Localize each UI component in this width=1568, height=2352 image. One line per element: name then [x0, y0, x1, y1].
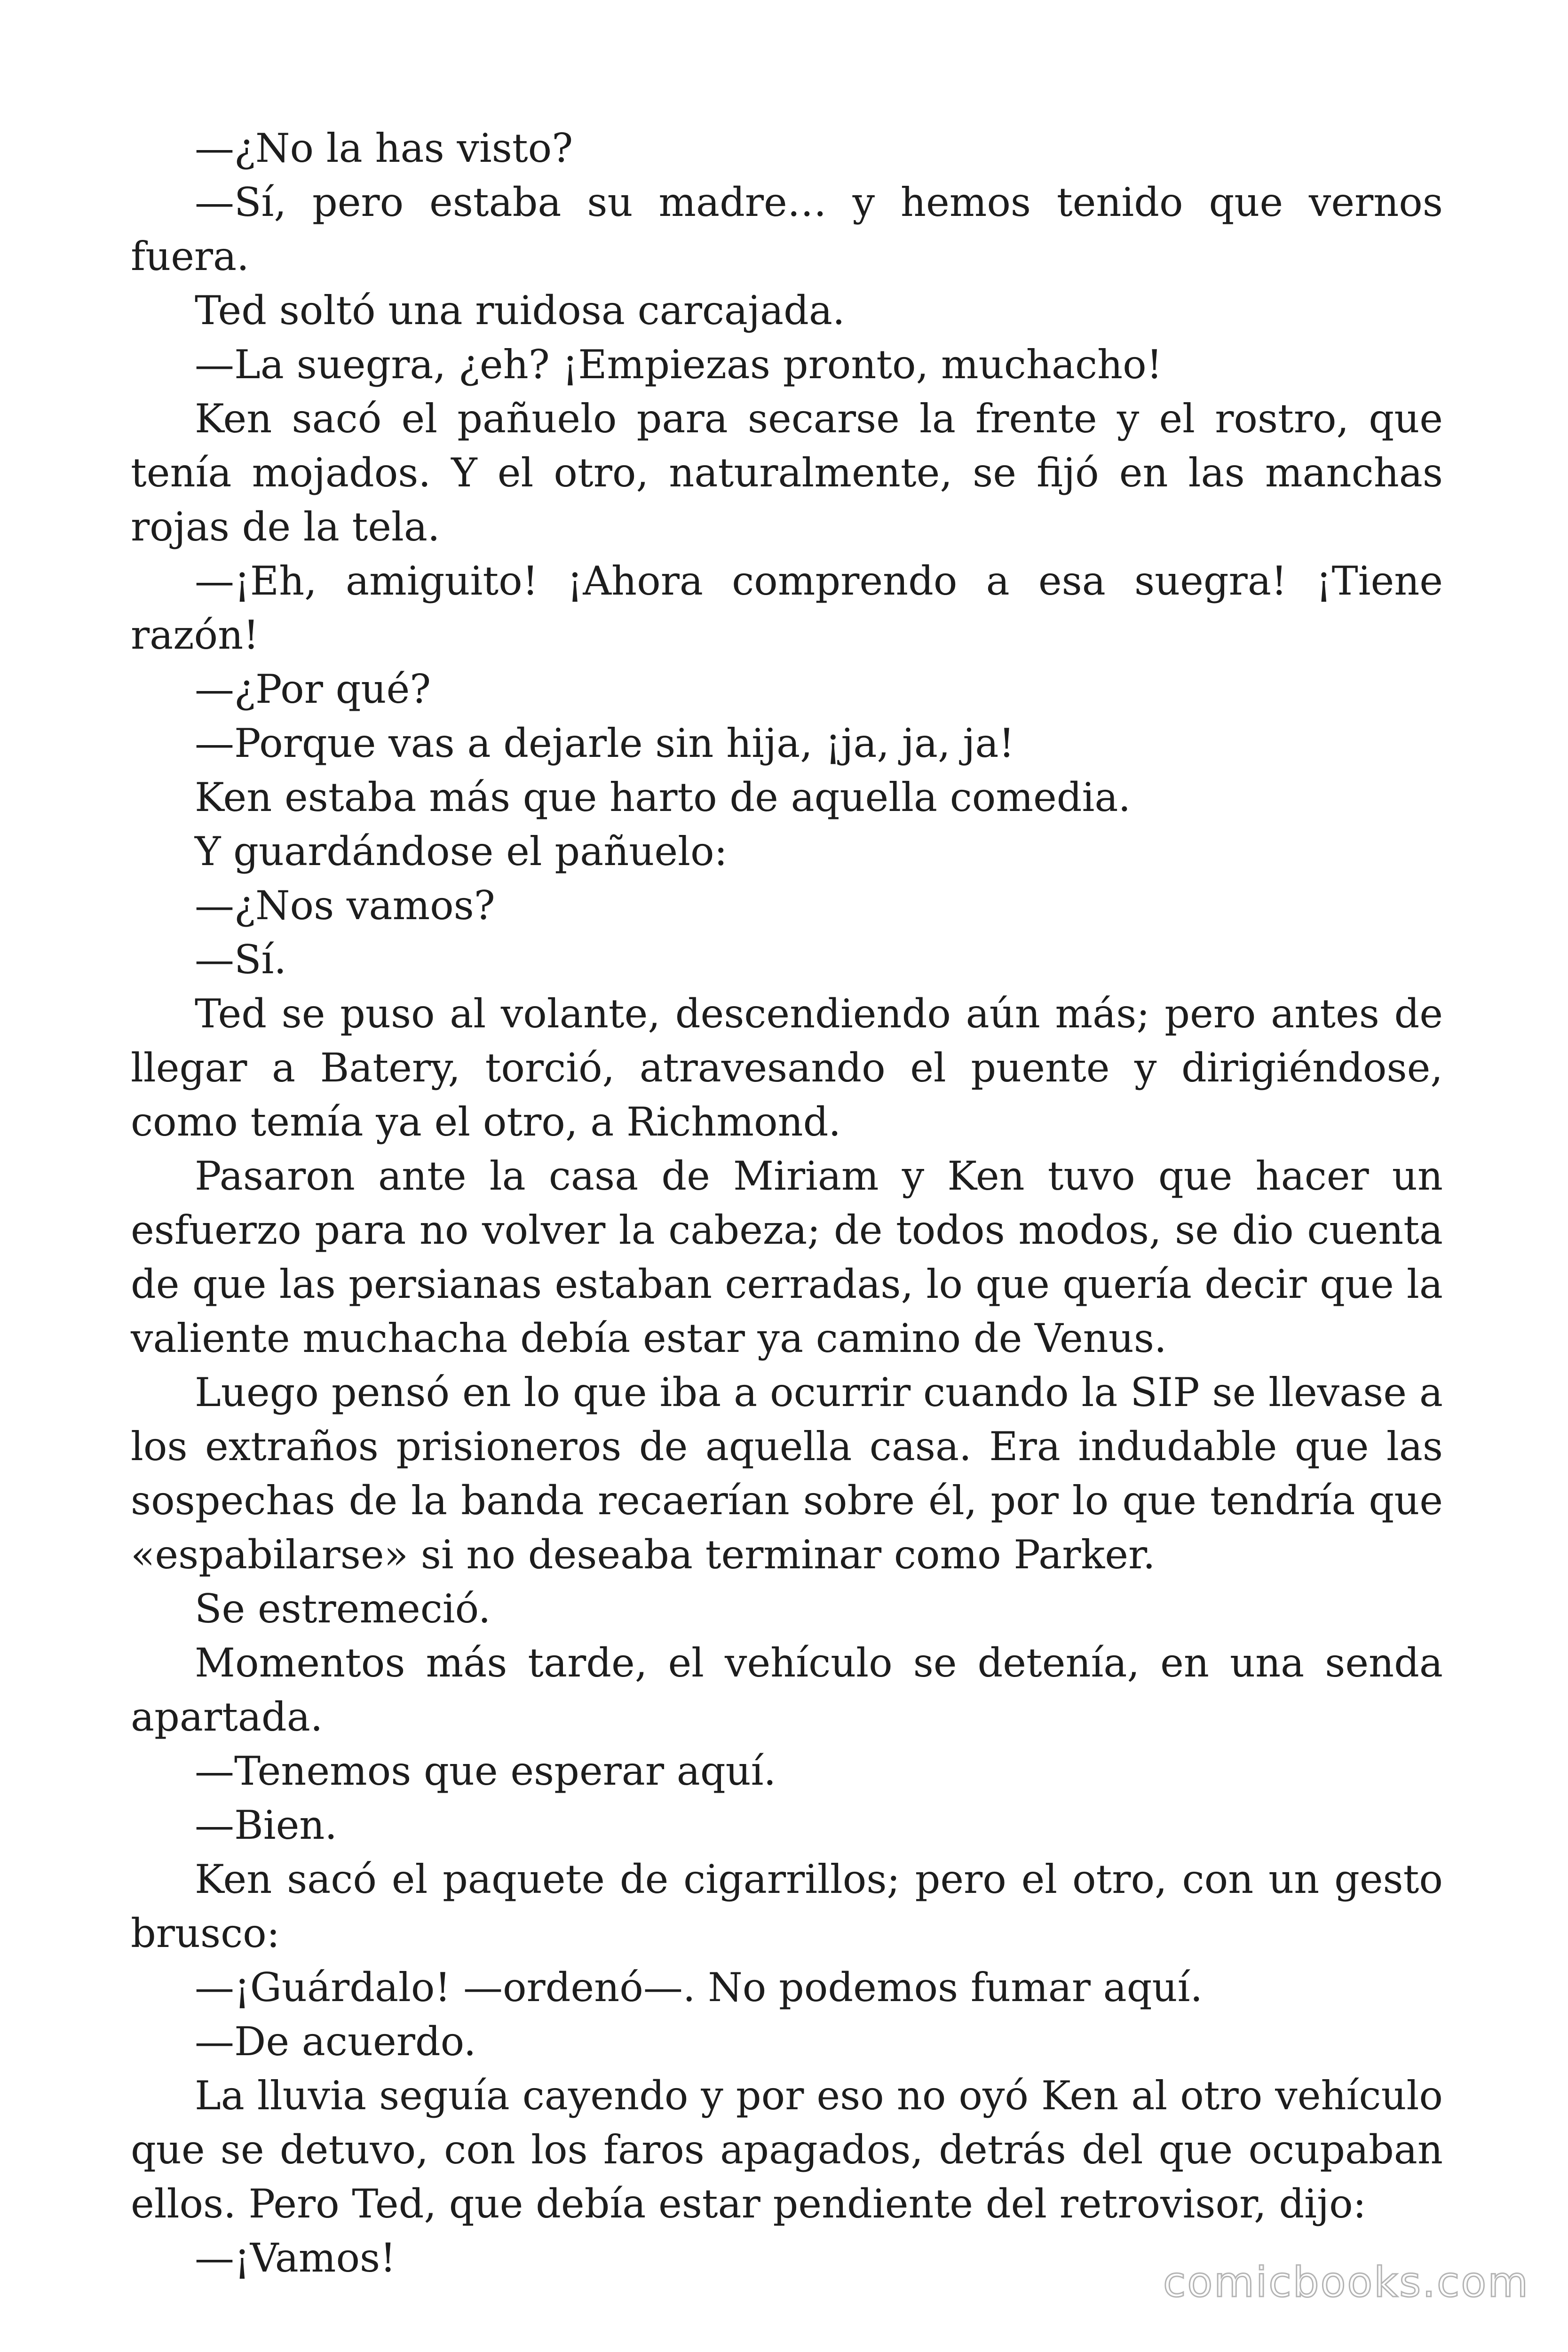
paragraph: La lluvia seguía cayendo y por eso no oyó Ken al otro vehículo que se detuvo, con los faros apagados, detrás del que ocupaban ellos. Pero Ted, que debía estar pendiente del retrovisor, dijo: — [131, 2073, 1443, 2227]
paragraph: Momentos más tarde, el vehículo se detenía, en una senda apartada. — [131, 1640, 1443, 1740]
paragraph: —¿Por qué? — [195, 666, 431, 712]
paragraph: —¡Guárdalo! —ordenó—. No podemos fumar aquí. — [195, 1964, 1203, 2010]
paragraph: Ted se puso al volante, descendiendo aún más; pero antes de llegar a Batery, torció, atravesando el puente y dirigiéndose, como temía ya el otro, a Richmond. — [131, 991, 1443, 1145]
paragraph: Ted soltó una ruidosa carcajada. — [195, 287, 845, 334]
paragraph: —Tenemos que esperar aquí. — [195, 1748, 776, 1794]
paragraph: Ken estaba más que harto de aquella comedia. — [195, 774, 1131, 820]
paragraph: —Bien. — [195, 1802, 338, 1848]
body-text — [131, 121, 1443, 2285]
paragraph: —De acuerdo. — [195, 2018, 476, 2065]
watermark: comicbooks.com — [1163, 2258, 1529, 2306]
paragraph: —¡Vamos! — [195, 2235, 396, 2281]
paragraph: —Porque vas a dejarle sin hija, ¡ja, ja, ja! — [195, 720, 1015, 766]
paragraph: Ken sacó el paquete de cigarrillos; pero el otro, con un gesto brusco: — [131, 1856, 1443, 1956]
paragraph: Luego pensó en lo que iba a ocurrir cuando la SIP se llevase a los extraños prisioneros de aquella casa. Era indudable que las sospechas de la banda recaerían sobre él, por lo que tendría que «espabilarse» si no deseaba terminar como Parker. — [131, 1369, 1443, 1578]
paragraph: —¿Nos vamos? — [195, 882, 495, 929]
paragraph: —¿No la has visto? — [195, 125, 573, 171]
paragraph: —Sí. — [195, 937, 287, 983]
paragraph: —La suegra, ¿eh? ¡Empiezas pronto, muchacho! — [195, 342, 1163, 388]
paragraph: Se estremeció. — [195, 1586, 491, 1632]
paragraph: Pasaron ante la casa de Miriam y Ken tuvo que hacer un esfuerzo para no volver la cabeza; de todos modos, se dio cuenta de que las persianas estaban cerradas, lo que quería decir que la valiente muchacha debía estar ya camino de Venus. — [131, 1153, 1443, 1361]
paragraph: Y guardándose el pañuelo: — [195, 828, 728, 874]
paragraph: Ken sacó el pañuelo para secarse la frente y el rostro, que tenía mojados. Y el otro, naturalmente, se fijó en las manchas rojas de la tela. — [131, 396, 1443, 550]
paragraph: —¡Eh, amiguito! ¡Ahora comprendo a esa suegra! ¡Tiene razón! — [131, 558, 1443, 658]
paragraph: —Sí, pero estaba su madre… y hemos tenido que vernos fuera. — [131, 179, 1443, 279]
